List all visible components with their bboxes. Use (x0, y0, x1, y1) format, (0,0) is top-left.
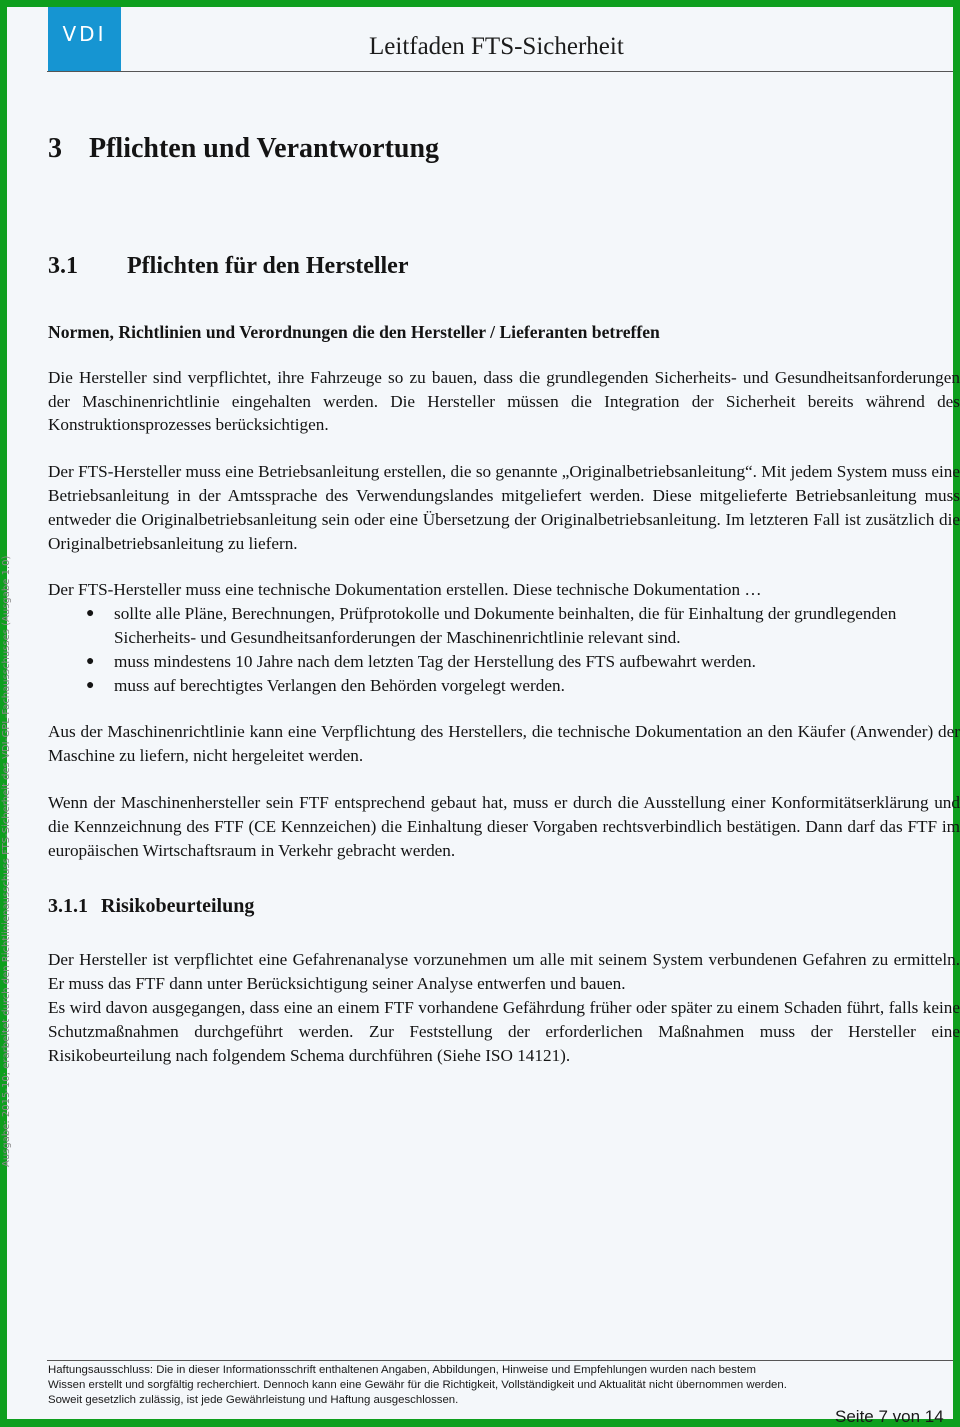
paragraph: Wenn der Maschinenhersteller sein FTF entsprechend gebaut hat, muss er durch die Ausstellung einer Konformitätserklärung und die Kennzeichnung des FTF (CE Kennzeichen) die Einhaltung dieser Vorgaben rechtsverbindlich bestätigen. Dann darf das FTF im europäischen Wirtschaftsraum in Verkehr gebracht werden. (48, 792, 960, 860)
bullet-icon: ● (86, 606, 95, 622)
list-item-text: muss mindestens 10 Jahre nach dem letzten Tag der Herstellung des FTS aufbewahrt werden. (114, 651, 756, 671)
document-page (1, 7, 960, 1426)
paragraph: Der FTS-Hersteller muss eine Betriebsanleitung erstellen, die so genannte „Originalbetriebsanleitung“. Mit jedem System muss eine Betriebsanleitung in der Amtssprache des Verwendungslandes mitgeliefert werden. Diese mitgelieferte Betriebsanleitung muss entweder die Originalbetriebsanleitung sein oder eine Übersetzung der Originalbetriebsanleitung. Im letzteren Fall ist zusätzlich die Originalbetriebsanleitung zu liefern. (48, 462, 960, 553)
subheading: Normen, Richtlinien und Verordnungen die den Hersteller / Lieferanten betreffen (48, 322, 660, 342)
body-content (48, 321, 960, 1067)
vdi-logo (48, 7, 121, 72)
subsection-title: Risikobeurteilung (101, 895, 255, 918)
bullet-list (48, 602, 960, 697)
list-item (48, 602, 960, 650)
chapter-number: 3 (48, 133, 62, 164)
chapter-heading (48, 133, 439, 165)
chapter-title: Pflichten und Verantwortung (89, 133, 440, 164)
disclaimer-line: Haftungsausschluss: Die in dieser Informationsschrift enthaltenen Angaben, Abbildungen, Hinweise und Empfehlungen wurden nach bestem (48, 1364, 756, 1376)
page-number: Seite 7 von 14 (835, 1407, 944, 1426)
list-item-text: sollte alle Pläne, Berechnungen, Prüfprotokolle und Dokumente beinhalten, die für Einhaltung der grundlegenden Sicherheits- und Gesundheitsanforderungen der Maschinenrichtlinie relevant sind. (114, 604, 897, 647)
list-item (48, 674, 960, 698)
paragraph: Aus der Maschinenrichtlinie kann eine Verpflichtung des Herstellers, die technische Dokumentation an den Käufer (Anwender) der Maschine zu liefern, nicht hergeleitet werden. (48, 722, 960, 766)
paragraph: Die Hersteller sind verpflichtet, ihre Fahrzeuge so zu bauen, dass die grundlegenden Sicherheits- und Gesundheitsanforderungen der Maschinenrichtlinie eingehalten werden. Die Hersteller müssen die Integration der Sicherheit bereits während des Konstruktionsprozesses berücksichtigen. (48, 367, 960, 435)
bullet-icon: ● (86, 653, 95, 669)
bullet-icon: ● (86, 677, 95, 693)
paragraph: Der FTS-Hersteller muss eine technische Dokumentation erstellen. Diese technische Dokumentation … (48, 580, 762, 600)
footer-divider (47, 1360, 953, 1361)
disclaimer-line: Wissen erstellt und sorgfältig recherchiert. Dennoch kann eine Gewähr für die Richtigkeit, Vollständigkeit und Aktualität nicht übernommen werden. (48, 1379, 787, 1391)
document-title: Leitfaden FTS-Sicherheit (369, 33, 624, 60)
header-divider (47, 71, 953, 72)
subsection-heading (48, 893, 960, 919)
list-item (48, 650, 960, 674)
list-item-text: muss auf berechtigtes Verlangen den Behörden vorgelegt werden. (114, 675, 565, 695)
disclaimer-footer (48, 1363, 948, 1408)
logo-text: VDI (62, 22, 107, 46)
section-heading (48, 253, 408, 280)
section-title: Pflichten für den Hersteller (127, 253, 409, 279)
section-number: 3.1 (48, 253, 78, 279)
side-margin-note-text: Ausgabe: 2015-10; erarbeitet durch den Richtlinienausschuss FTS-Sicherheit des VDI-GPL-Fachausschusses (Ausgabe 1.0) (1, 555, 12, 1167)
paragraph: Der Hersteller ist verpflichtet eine Gefahrenanalyse vorzunehmen um alle mit seinem System verbundenen Gefahren zu ermitteln. Er muss das FTF dann unter Berücksichtigung seiner Analyse entwerfen und bauen. (48, 950, 960, 994)
paragraph: Es wird davon ausgegangen, dass eine an einem FTF vorhandene Gefährdung früher oder später zu einem Schaden führt, falls keine Schutzmaßnahmen durchgeführt werden. Zur Feststellung der erforderlichen Maßnahmen muss der Hersteller eine Risikobeurteilung nach folgendem Schema durchführen (Siehe ISO 14121). (48, 997, 960, 1065)
subsection-number: 3.1.1 (48, 895, 88, 918)
side-margin-note (1, 279, 15, 1167)
disclaimer-line: Soweit gesetzlich zulässig, ist jede Gewährleistung und Haftung ausgeschlossen. (48, 1394, 459, 1406)
